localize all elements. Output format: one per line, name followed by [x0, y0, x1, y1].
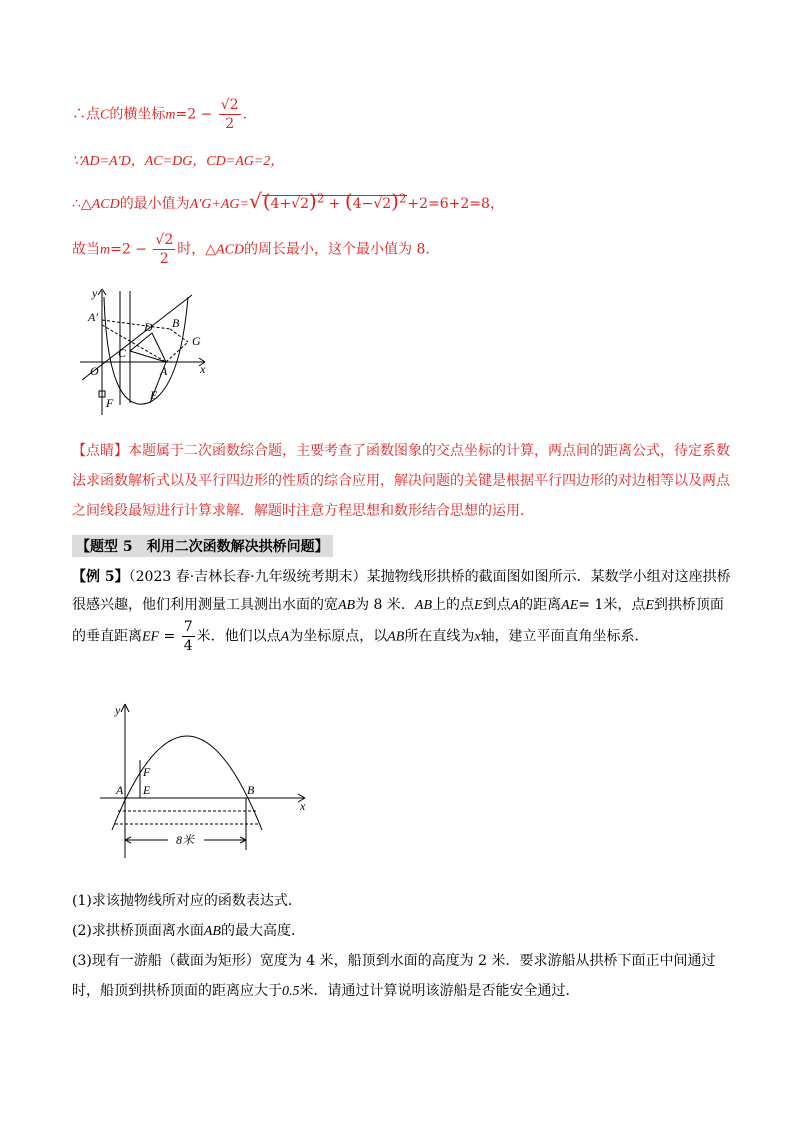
frac-num: √2	[220, 97, 239, 113]
text: =	[159, 628, 180, 645]
var-acd: ACD	[91, 197, 120, 212]
label-g: G	[192, 334, 201, 348]
text: 为 8 米．	[355, 597, 415, 613]
text: 故当	[72, 241, 100, 258]
comment-block	[72, 436, 732, 526]
question-3	[72, 946, 732, 1007]
dashed-segment	[102, 320, 170, 329]
solution-line-3	[72, 189, 504, 213]
section-heading: 【题型 5 利用二次函数解决拱桥问题】	[72, 535, 333, 557]
dashed-segment	[102, 325, 166, 362]
text: =2 −	[110, 241, 152, 258]
y-arrow	[98, 289, 102, 295]
label-o: O	[90, 364, 99, 378]
example-paragraph	[72, 563, 732, 653]
solution-line-2: ∵AD=A′D，AC=DG，CD=AG=2，	[72, 154, 285, 169]
var-x: x	[474, 629, 481, 645]
text: ∴点	[72, 106, 100, 123]
exp: 2	[398, 191, 407, 206]
label-e: E	[143, 783, 151, 797]
expr: A′G+AG=	[189, 197, 249, 212]
radicand: $(4+√2)^2 + (4-√2)^2$	[262, 189, 407, 213]
text: +2=6+2=8，	[407, 196, 504, 212]
exp: 2	[316, 191, 325, 206]
var-acd: ACD	[216, 242, 245, 258]
fraction	[182, 620, 195, 653]
text: (2)求拱桥顶面离水面	[72, 923, 204, 939]
var-m: m	[165, 107, 176, 123]
paren: )	[391, 189, 399, 213]
label-a: A	[160, 364, 168, 378]
y-arrow	[121, 704, 125, 712]
solution-line-4	[72, 233, 430, 266]
var-e: E	[474, 598, 483, 613]
fraction	[219, 98, 241, 131]
text: 上的点	[432, 597, 475, 613]
example-source: （2023 春·吉林长春·九年级统考期末）	[128, 569, 367, 585]
figure-2-arch-bridge	[100, 700, 315, 860]
var-e: E	[645, 598, 654, 613]
text: =2 −	[175, 106, 217, 123]
sqrt-sign: √	[248, 189, 262, 213]
label-e: E	[150, 388, 158, 402]
label-y: y	[92, 286, 98, 300]
question-1: (1)求该抛物线所对应的函数表达式．	[72, 893, 302, 909]
text: 到点	[482, 597, 511, 613]
text: 的横坐标	[109, 106, 166, 123]
var-ab: AB	[414, 598, 433, 613]
label-d: D	[144, 320, 153, 334]
text: 的最大高度．	[220, 923, 305, 939]
paren: (	[344, 189, 353, 213]
text: (3)现有一游船（截面为矩形）宽度为 4 米，船顶到水面的高度为 2 米．要求游船从拱桥下面正中间通过时，船顶到拱桥顶面的距离应大于	[72, 953, 716, 999]
text: ∴△	[72, 196, 92, 212]
frac-den: 2	[159, 251, 169, 267]
label-a-prime: A′	[88, 310, 98, 324]
var-ab: AB	[338, 598, 356, 613]
label-y: y	[115, 703, 121, 717]
text: 轴，建立平面直角坐标系．	[480, 628, 649, 645]
segment-dc	[130, 333, 152, 351]
comment-tag: 【点睛】	[72, 443, 128, 459]
text: 某抛物线形拱桥的截面图如图所示．某数学小组对这座拱桥很感兴趣，他们利用测量工具测出水面的宽	[72, 569, 731, 613]
segment-ca	[130, 351, 166, 362]
var-a: A	[280, 629, 290, 645]
var-a: A	[510, 598, 520, 613]
text: 米．他们以点	[196, 628, 281, 645]
dashed-segment	[166, 342, 188, 362]
comment-text: 本题属于二次函数综合题，主要考查了函数图象的交点坐标的计算，两点间的距离公式，待定系数法求函数解析式以及平行四边形的性质的综合应用，解决问题的关键是根据平行四边形的对边相等以及两点之间线段最短进行计算求解．解题时注意方程思想和数形结合思想的运用．	[72, 443, 730, 519]
text: 时，△	[177, 241, 217, 258]
y-arrow	[125, 704, 129, 712]
arch-parabola	[112, 736, 262, 830]
text: = 1米，点	[578, 597, 646, 613]
paren: (	[262, 189, 271, 213]
term-b: 4−√2	[352, 196, 392, 212]
dashed-segment	[170, 329, 188, 342]
paren: )	[309, 189, 317, 213]
x-arrow	[298, 794, 305, 798]
solution-line-1	[72, 98, 247, 131]
var-ef: EF	[142, 629, 160, 645]
text: 到拱桥顶面的垂直距离	[72, 597, 724, 645]
text: 米．请通过计算说明该游船是否能安全通过．	[299, 983, 580, 999]
text: 所在直线为	[404, 628, 475, 645]
text: 的周长最小，这个最小值为 8.	[244, 241, 430, 258]
frac-num: 7	[183, 619, 193, 635]
text: .	[242, 106, 248, 123]
fraction	[153, 233, 175, 266]
question-2	[72, 916, 732, 947]
label-x: x	[300, 799, 306, 813]
frac-den: 4	[183, 638, 193, 654]
label-f: F	[143, 765, 151, 779]
value: 0.5	[282, 984, 300, 999]
figure-1-graph	[80, 285, 220, 420]
label-a: A	[116, 783, 124, 797]
label-b: B	[247, 783, 255, 797]
label-x: x	[200, 362, 206, 376]
term-a: 4+√2	[270, 196, 309, 212]
var-ae: AE	[561, 598, 579, 613]
text: 的距离	[519, 597, 562, 613]
example-tag: 【例 5】	[72, 569, 129, 585]
label-f: F	[106, 396, 114, 410]
label-b: B	[172, 316, 180, 330]
text: 为坐标原点，以	[289, 628, 388, 645]
y-arrow	[102, 289, 106, 295]
var-ab: AB	[203, 924, 221, 939]
frac-num: √2	[155, 232, 174, 248]
var-m: m	[100, 242, 111, 258]
var-ab: AB	[387, 629, 405, 645]
frac-den: 2	[225, 116, 235, 132]
var-c: C	[100, 107, 110, 123]
label-width: 8米	[176, 833, 195, 847]
label-c: C	[118, 346, 127, 360]
text: 的最小值为	[119, 196, 190, 212]
